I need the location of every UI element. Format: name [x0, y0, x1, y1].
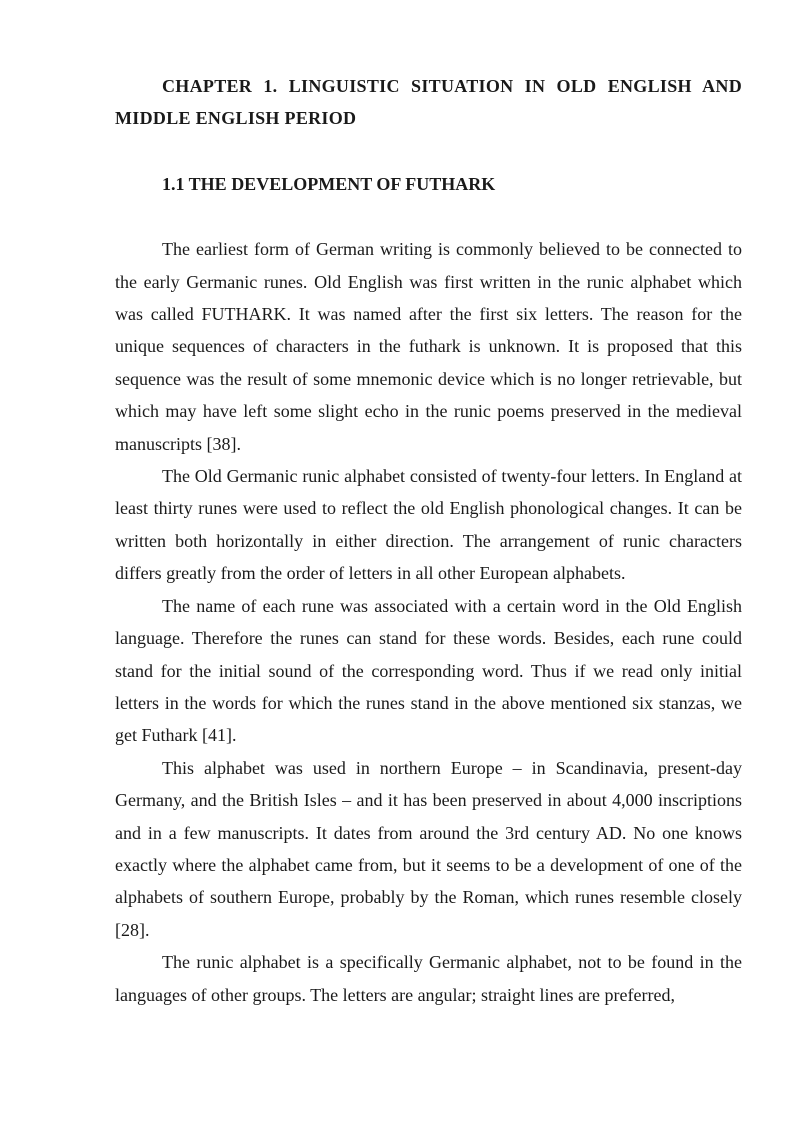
- paragraph: The name of each rune was associated with a certain word in the Old English language. Therefore the runes can stand for these words. Besides, each rune could stand for the initial sound of the corresponding word. Thus if we read only initial letters in the words for which the runes stand in the above mentioned six stanzas, we get Futhark [41].: [115, 595, 742, 746]
- body-text: [115, 233, 742, 1011]
- document-page: [115, 70, 742, 1011]
- paragraph: The Old Germanic runic alphabet consisted of twenty-four letters. In England at least thirty runes were used to reflect the old English phonological changes. It can be written both horizontally in either direction. The arrangement of runic characters differs greatly from the order of letters in all other European alphabets.: [115, 466, 742, 584]
- chapter-title: CHAPTER 1. LINGUISTIC SITUATION IN OLD ENGLISH AND MIDDLE ENGLISH PERIOD: [115, 76, 742, 129]
- section-title: 1.1 THE DEVELOPMENT OF FUTHARK: [162, 173, 496, 194]
- paragraph: The runic alphabet is a specifically Germanic alphabet, not to be found in the languages of other groups. The letters are angular; straight lines are preferred,: [115, 952, 742, 1005]
- paragraph: This alphabet was used in northern Europe – in Scandinavia, present-day Germany, and the British Isles – and it has been preserved in about 4,000 inscriptions and in a few manuscripts. It dates from around the 3rd century AD. No one knows exactly where the alphabet came from, but it seems to be a development of one of the alphabets of southern Europe, probably by the Roman, which runes resemble closely [28].: [115, 757, 742, 940]
- paragraph: The earliest form of German writing is commonly believed to be connected to the early Germanic runes. Old English was first written in the runic alphabet which was called FUTHARK. It was named after the first six letters. The reason for the unique sequences of characters in the futhark is unknown. It is proposed that this sequence was the result of some mnemonic device which is no longer retrievable, but which may have left some slight echo in the runic poems preserved in the medieval manuscripts [38].: [115, 239, 742, 454]
